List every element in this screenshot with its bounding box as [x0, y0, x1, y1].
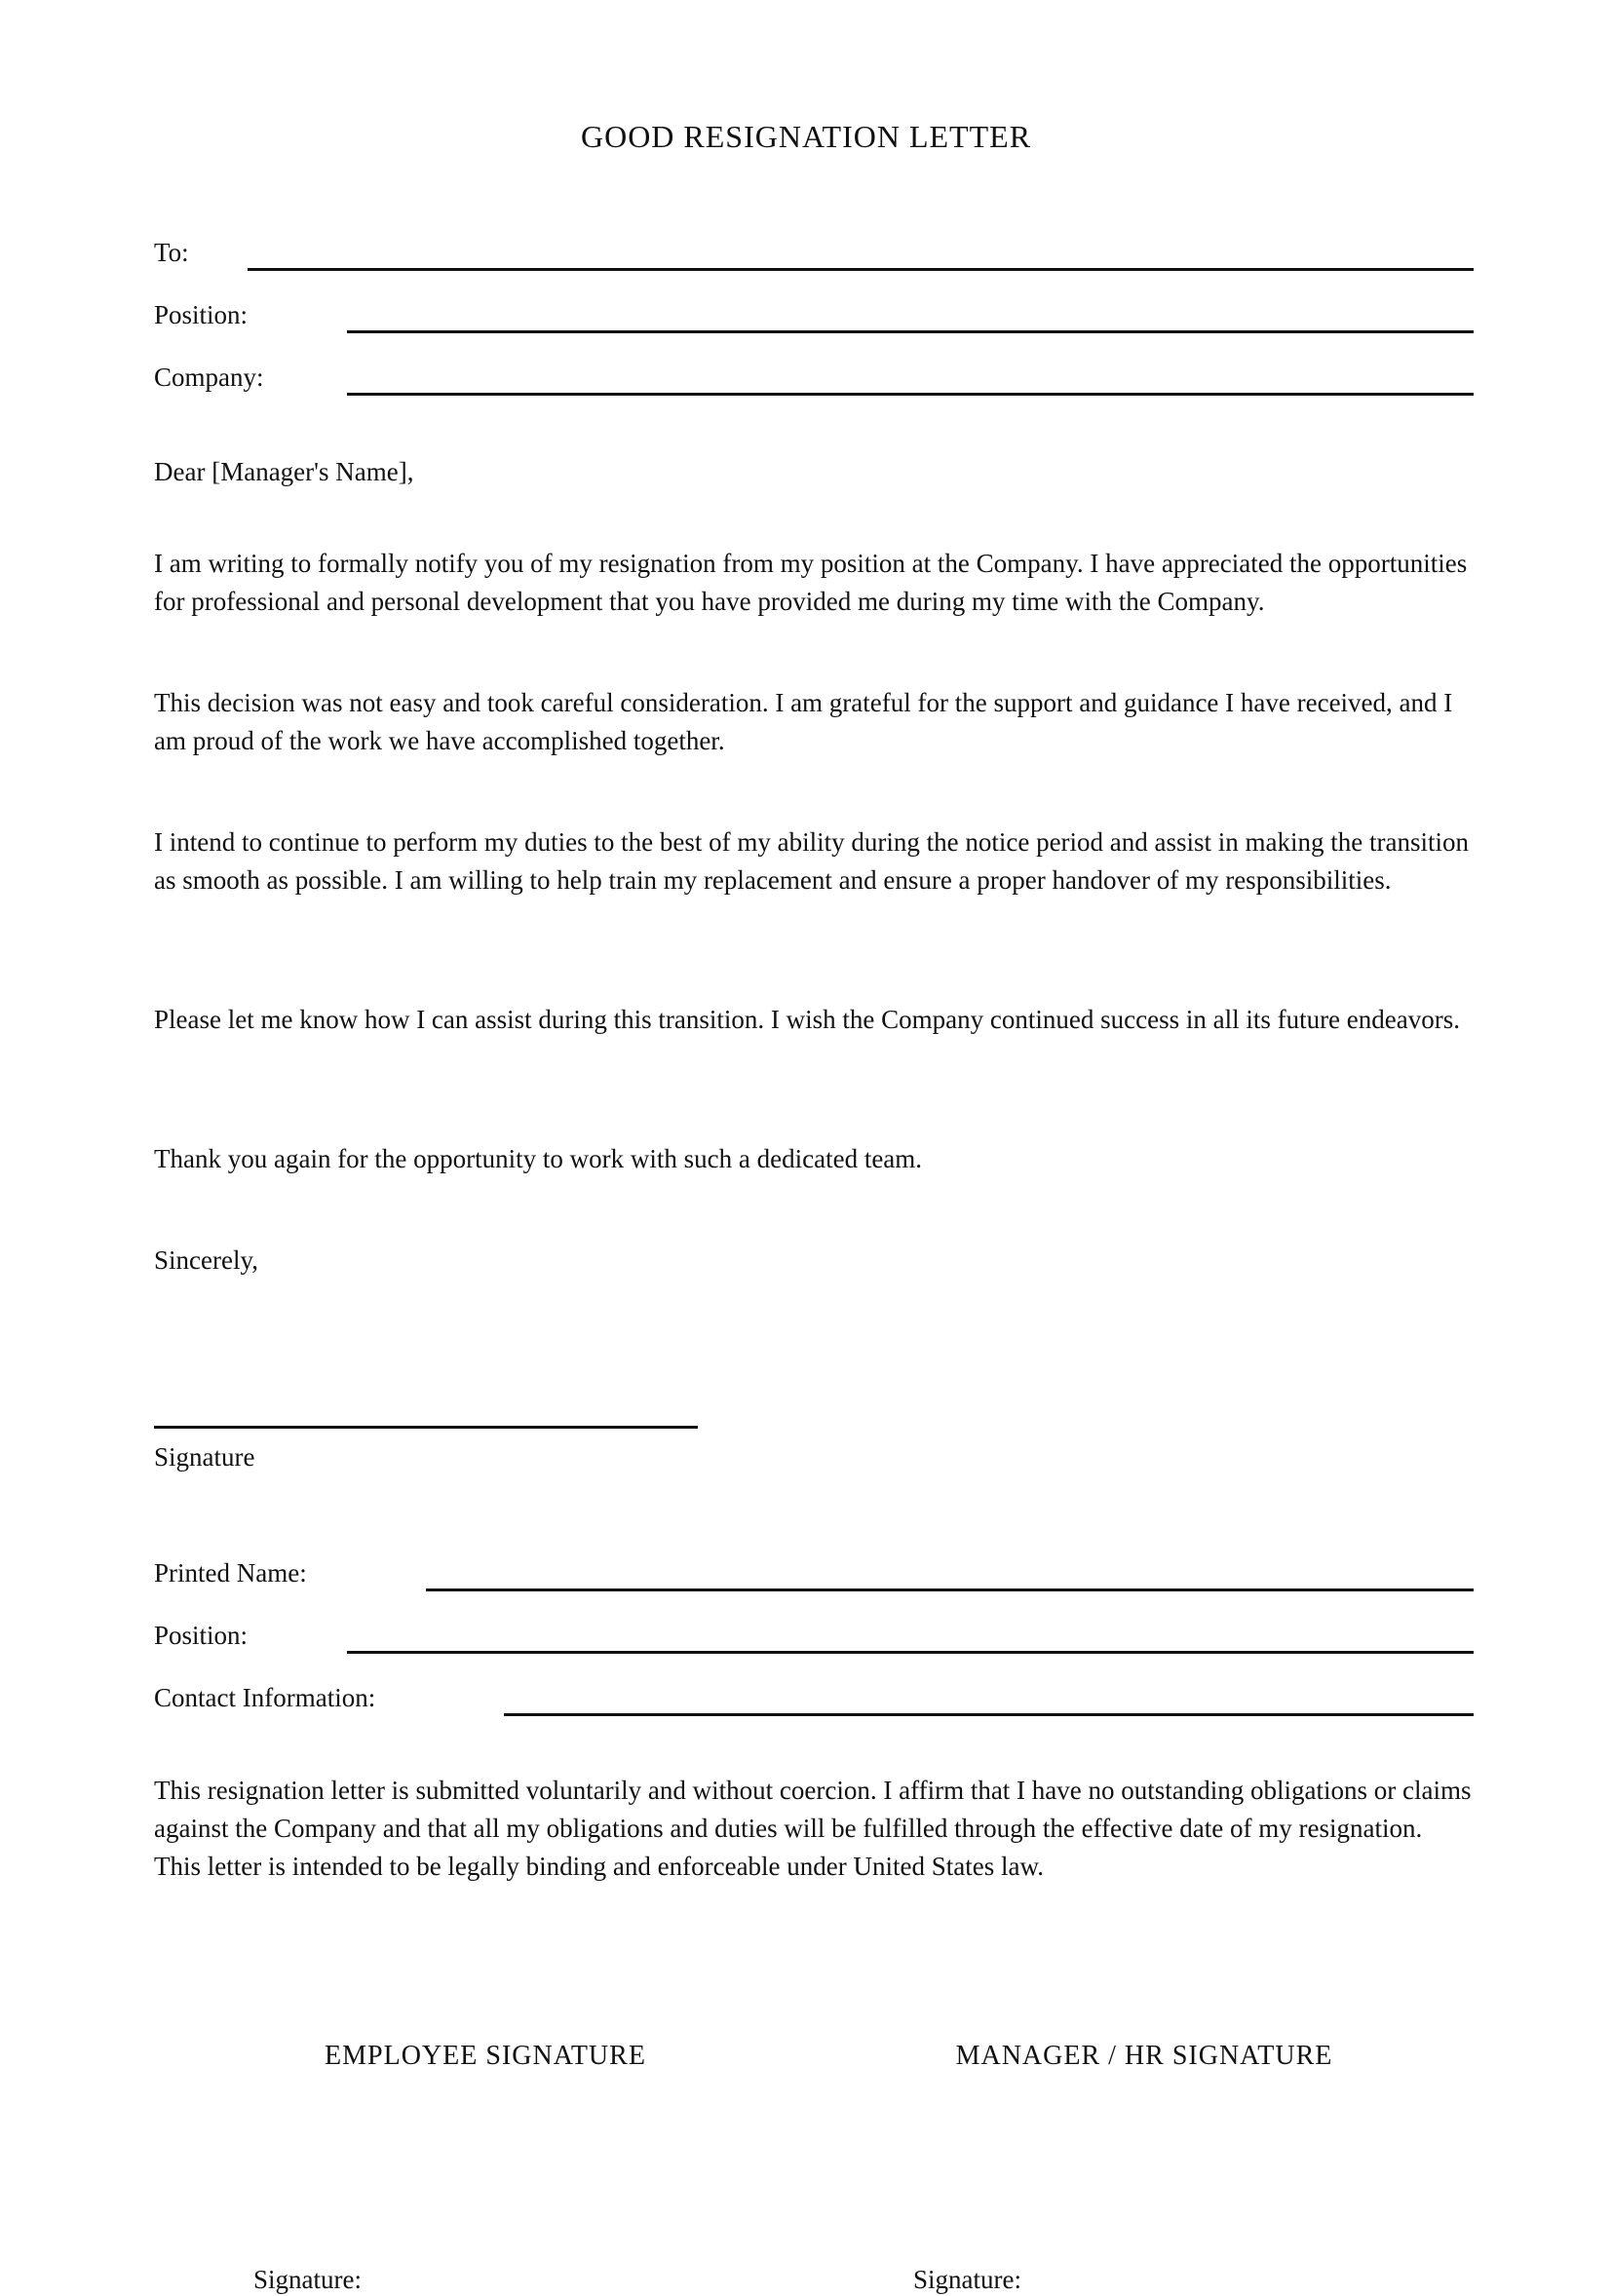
legal-statement: This resignation letter is submitted voluntarily and without coercion. I affirm that I have no outstanding obligations or claims against the Company and that all my obligations and duties will be fulfilled through the effective date of my resignation. This letter is intended to be legally binding and enforceable under United States law. [154, 1776, 1472, 1881]
company-label: Company: [154, 363, 264, 392]
sender-position-label: Position: [154, 1621, 249, 1650]
printed-name-label: Printed Name: [154, 1558, 307, 1588]
closing: Sincerely, [154, 1245, 258, 1275]
letter-paragraph: I intend to continue to perform my duties to the best of my ability during the notice period and assist in making the transition as smooth as possible. I am willing to help train my replacement and ensure a proper handover of my responsibilities. [154, 827, 1469, 895]
letter-paragraph: Please let me know how I can assist during this transition. I wish the Company continued success in all its future endeavors. [154, 1005, 1460, 1034]
company-field-line[interactable] [347, 393, 1474, 396]
letter-paragraph: Thank you again for the opportunity to work with such a dedicated team. [154, 1144, 923, 1173]
signature-line[interactable] [154, 1426, 698, 1429]
signature-label: Signature [154, 1442, 255, 1472]
sender-position-field-line[interactable] [347, 1651, 1474, 1654]
contact-information-field-line[interactable] [504, 1713, 1474, 1716]
recipient-position-label: Position: [154, 300, 249, 329]
contact-information-label: Contact Information: [154, 1683, 376, 1712]
letter-paragraph: I am writing to formally notify you of my resignation from my position at the Company. I have appreciated the opportunities for professional and personal development that you have provided me during my time with the Company. [154, 549, 1468, 616]
manager-signature-heading: MANAGER / HR SIGNATURE [955, 2041, 1333, 2071]
recipient-position-field-line[interactable] [347, 330, 1474, 333]
employee-signature-label: Signature: [253, 2265, 362, 2294]
document-title: GOOD RESIGNATION LETTER [580, 119, 1032, 154]
to-label: To: [154, 238, 189, 267]
to-field-line[interactable] [248, 268, 1474, 271]
employee-signature-heading: EMPLOYEE SIGNATURE [325, 2041, 646, 2071]
salutation: Dear [Manager's Name], [154, 457, 414, 486]
printed-name-field-line[interactable] [426, 1588, 1474, 1591]
letter-paragraph: This decision was not easy and took careful consideration. I am grateful for the support and guidance I have received, and I am proud of the work we have accomplished together. [154, 688, 1453, 755]
manager-signature-label: Signature: [913, 2265, 1021, 2294]
